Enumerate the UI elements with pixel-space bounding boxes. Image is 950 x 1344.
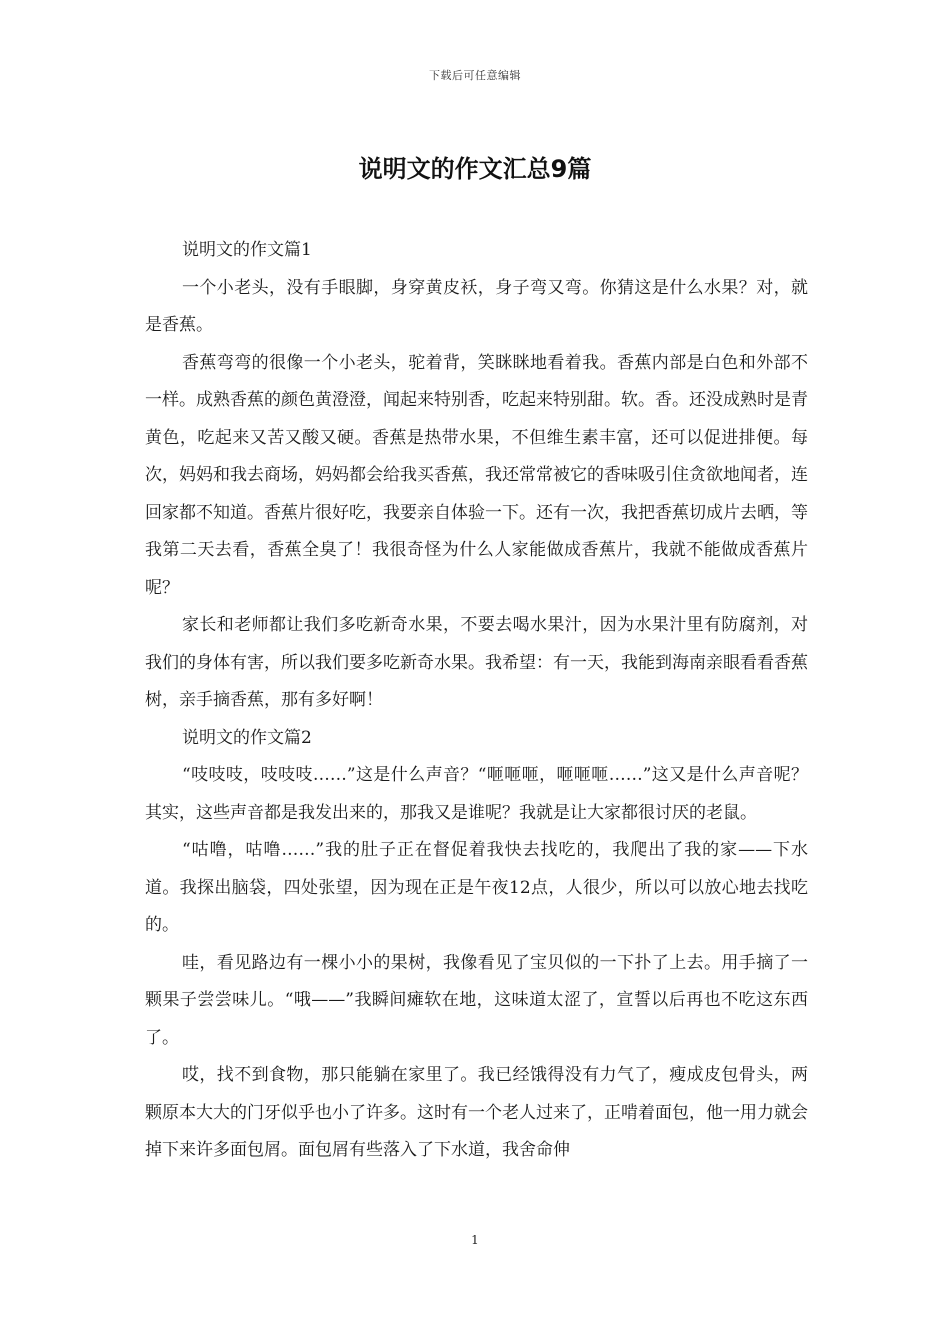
document-body <box>145 232 808 1170</box>
paragraph: “咕噜，咕噜……”我的肚子正在督促着我快去找吃的，我爬出了我的家——下水道。我探出脑袋，四处张望，因为现在正是午夜12点，人很少，所以可以放心地去找吃的。 <box>145 840 808 935</box>
paragraph: 哎，找不到食物，那只能躺在家里了。我已经饿得没有力气了，瘦成皮包骨头，两颗原本大大的门牙似乎也小了许多。这时有一个老人过来了，正啃着面包，他一用力就会掉下来许多面包屑。面包屑有些落入了下水道，我舍命伸 <box>145 1065 808 1160</box>
section-heading-2: 说明文的作文篇2 <box>182 727 312 748</box>
paragraph: 哇，看见路边有一棵小小的果树，我像看见了宝贝似的一下扑了上去。用手摘了一颗果子尝尝味儿。“哦——”我瞬间瘫软在地，这味道太涩了，宣誓以后再也不吃这东西了。 <box>145 952 808 1048</box>
section-heading-1: 说明文的作文篇1 <box>182 240 312 260</box>
header-note: 下载后可任意编辑 <box>429 69 521 82</box>
paragraph: 香蕉弯弯的很像一个小老头，驼着背，笑眯眯地看着我。香蕉内部是白色和外部不一样。成熟香蕉的颜色黄澄澄，闻起来特别香，吃起来特别甜。软。香。还没成熟时是青黄色，吃起来又苦又酸又硬。香蕉是热带水果，不但维生素丰富，还可以促进排便。每次，妈妈和我去商场，妈妈都会给我买香蕉，我还常常被它的香味吸引住贪欲地闻者，连回家都不知道。香蕉片很好吃，我要亲自体验一下。还有一次，我把香蕉切成片去晒，等我第二天去看，香蕉全臭了！我很奇怪为什么人家能做成香蕉片，我就不能做成香蕉片呢？ <box>145 352 808 598</box>
page-number: 1 <box>471 1233 479 1247</box>
paragraph: 一个小老头，没有手眼脚，身穿黄皮袄，身子弯又弯。你猜这是什么水果？对，就是香蕉。 <box>145 277 808 335</box>
paragraph: 家长和老师都让我们多吃新奇水果，不要去喝水果汁，因为水果汁里有防腐剂，对我们的身体有害，所以我们要多吃新奇水果。我希望：有一天，我能到海南亲眼看看香蕉树，亲手摘香蕉，那有多好啊！ <box>145 615 808 710</box>
paragraph: “吱吱吱，吱吱吱……”这是什么声音？“咂咂咂，咂咂咂……”这又是什么声音呢？其实，这些声音都是我发出来的，那我又是谁呢？我就是让大家都很讨厌的老鼠。 <box>145 765 808 823</box>
document-title: 说明文的作文汇总9篇 <box>358 155 592 183</box>
